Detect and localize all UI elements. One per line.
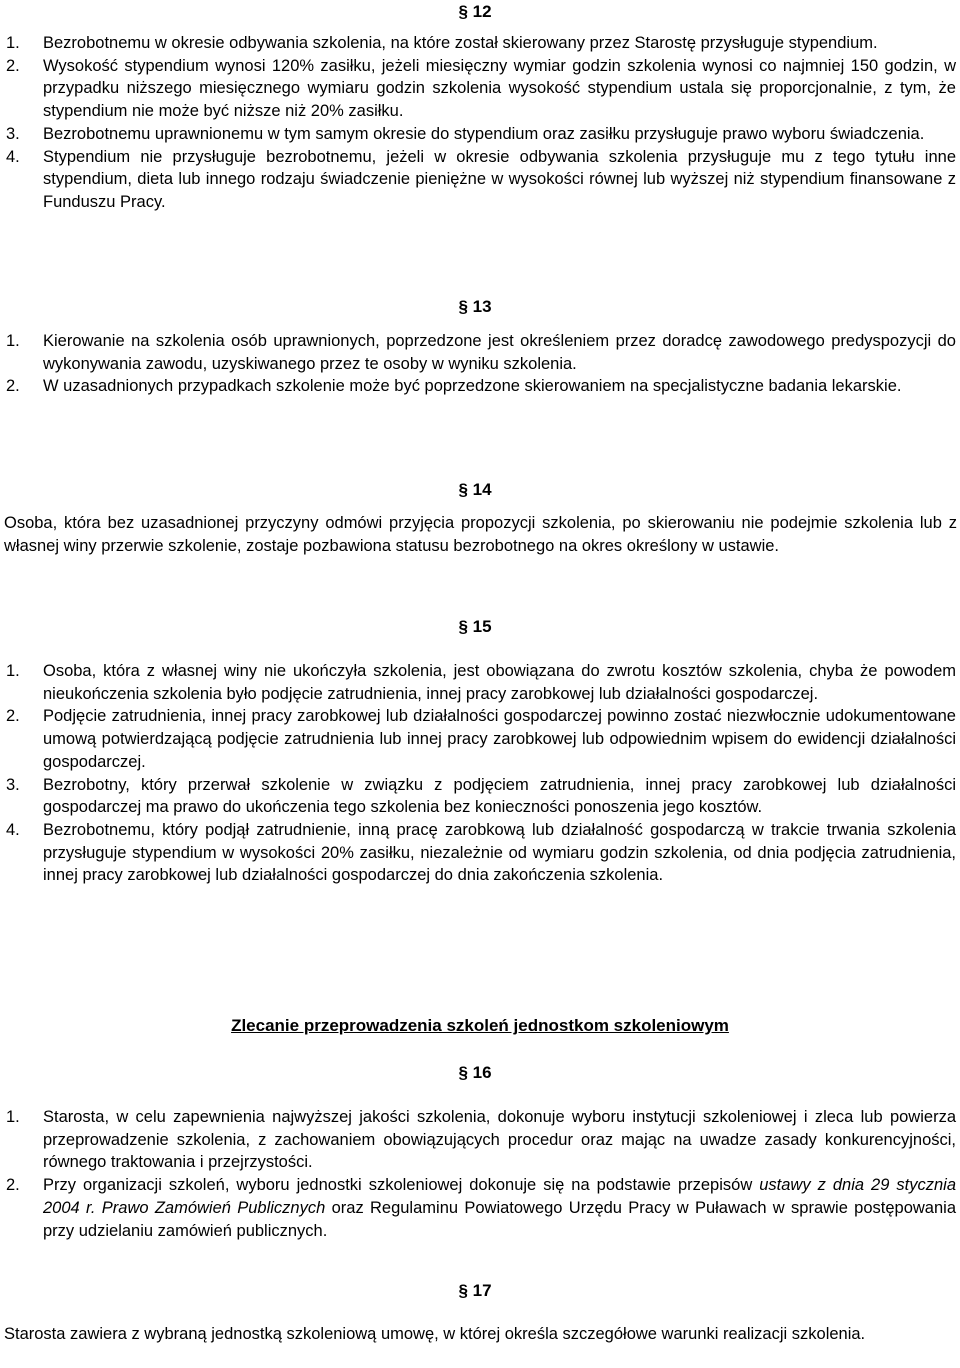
list-item: 3. Bezrobotnemu uprawnionemu w tym samym okresie do stypendium oraz zasiłku przysługuje prawo wyboru świadczenia. — [6, 124, 925, 143]
list-item: 1. Bezrobotnemu w okresie odbywania szkolenia, na które został skierowany przez Starostę przysługuje stypendium. — [6, 34, 878, 52]
section-title: Zlecanie przeprowadzenia szkoleń jednostkom szkoleniowym — [231, 1016, 729, 1035]
list-item: 2. Podjęcie zatrudnienia, innej pracy zarobkowej lub działalności gospodarczej powinno zostać niezwłocznie udokumentowane umową potwierdzającą podjęcie zatrudnienia lub innej pracy zarobkowej lub odpowiednim wpisem do ewidencji działalności gospodarczej. — [6, 707, 956, 771]
list-item: 1. Osoba, która z własnej winy nie ukończyła szkolenia, jest obowiązana do zwrotu kosztów szkolenia, chyba że powodem nieukończenia szkolenia było podjęcie zatrudnienia, innej pracy zarobkowej lub działalności gospodarczej. — [6, 662, 956, 703]
paragraph-14-heading: § 14 — [458, 480, 492, 499]
paragraph-16-body — [6, 1106, 956, 1242]
list-item: 4. Bezrobotnemu, który podjął zatrudnienie, inną pracę zarobkową lub działalność gospodarczą w trakcie trwania szkolenia przysługuje stypendium w wysokości 20% zasiłku, niezależnie od wymiaru godzin szkolenia, od dnia podjęcia zatrudnienia, innej pracy zarobkowej lub działalności gospodarczej do dnia zakończenia szkolenia. — [6, 820, 956, 885]
law-citation: ustawy z dnia 29 stycznia 2004 r. Prawo Zamówień Publicznych — [43, 1176, 956, 1217]
paragraph-12-body — [6, 32, 956, 214]
paragraph-15-heading: § 15 — [458, 617, 492, 636]
paragraph-14-body: Osoba, która bez uzasadnionej przyczyny odmówi przyjęcia propozycji szkolenia, po skierowaniu nie podejmie szkolenia lub z własnej winy przerwie szkolenie, zostaje pozbawiona statusu bezrobotnego na okres określony w ustawie. — [4, 514, 957, 555]
paragraph-13-body — [6, 330, 956, 398]
paragraph-17-body: Starosta zawiera z wybraną jednostką szkoleniową umowę, w której określa szczegółowe warunki realizacji szkolenia. — [4, 1325, 866, 1343]
list-item: 2. Wysokość stypendium wynosi 120% zasiłku, jeżeli miesięczny wymiar godzin szkolenia wynosi co najmniej 150 godzin, w przypadku niższego miesięcznego wymiaru godzin szkolenia wysokość stypendium ustala się proporcjonalnie, z tym, że stypendium nie może być niższe niż 20% zasiłku. — [6, 56, 956, 121]
list-item: 2. Przy organizacji szkoleń, wyboru jednostki szkoleniowej dokonuje się na podstawie przepisów ustawy z dnia 29 stycznia 2004 r. Prawo Zamówień Publicznych oraz Regulaminu Powiatowego Urzędu Pracy w Puławach w sprawie postępowania przy udzielaniu zamówień publicznych. — [6, 1176, 957, 1240]
list-item: 3. Bezrobotny, który przerwał szkolenie w związku z podjęciem zatrudnienia, innej pracy zarobkowej lub działalności gospodarczej ma prawo do ukończenia tego szkolenia bez konieczności ponoszenia jego kosztów. — [6, 775, 956, 817]
paragraph-15-body — [6, 660, 956, 887]
list-item: 1. Starosta, w celu zapewnienia najwyższej jakości szkolenia, dokonuje wyboru instytucji szkoleniowej i zleca lub powierza przeprowadzenie szkolenia, z zachowaniem obowiązujących procedur oraz mając na uwadze zasady konkurencyjności, równego traktowania i przejrzystości. — [6, 1108, 956, 1172]
paragraph-17-heading: § 17 — [458, 1281, 492, 1300]
paragraph-16-heading: § 16 — [458, 1063, 492, 1082]
list-item: 1. Kierowanie na szkolenia osób uprawnionych, poprzedzone jest określeniem przez doradcę zawodowego predyspozycji do wykonywania zawodu, uzyskiwanego przez te osoby w wyniku szkolenia. — [6, 332, 956, 373]
paragraph-12-heading: § 12 — [458, 2, 492, 21]
list-item: 4. Stypendium nie przysługuje bezrobotnemu, jeżeli w okresie odbywania szkolenia przysługuje mu z tego tytułu inne stypendium, dieta lub innego rodzaju świadczenie pieniężne w wysokości równej lub wyższej niż stypendium finansowane z Funduszu Pracy. — [6, 147, 956, 211]
list-item: 2. W uzasadnionych przypadkach szkolenie może być poprzedzone skierowaniem na specjalistyczne badania lekarskie. — [6, 377, 902, 396]
paragraph-13-heading: § 13 — [458, 297, 492, 316]
